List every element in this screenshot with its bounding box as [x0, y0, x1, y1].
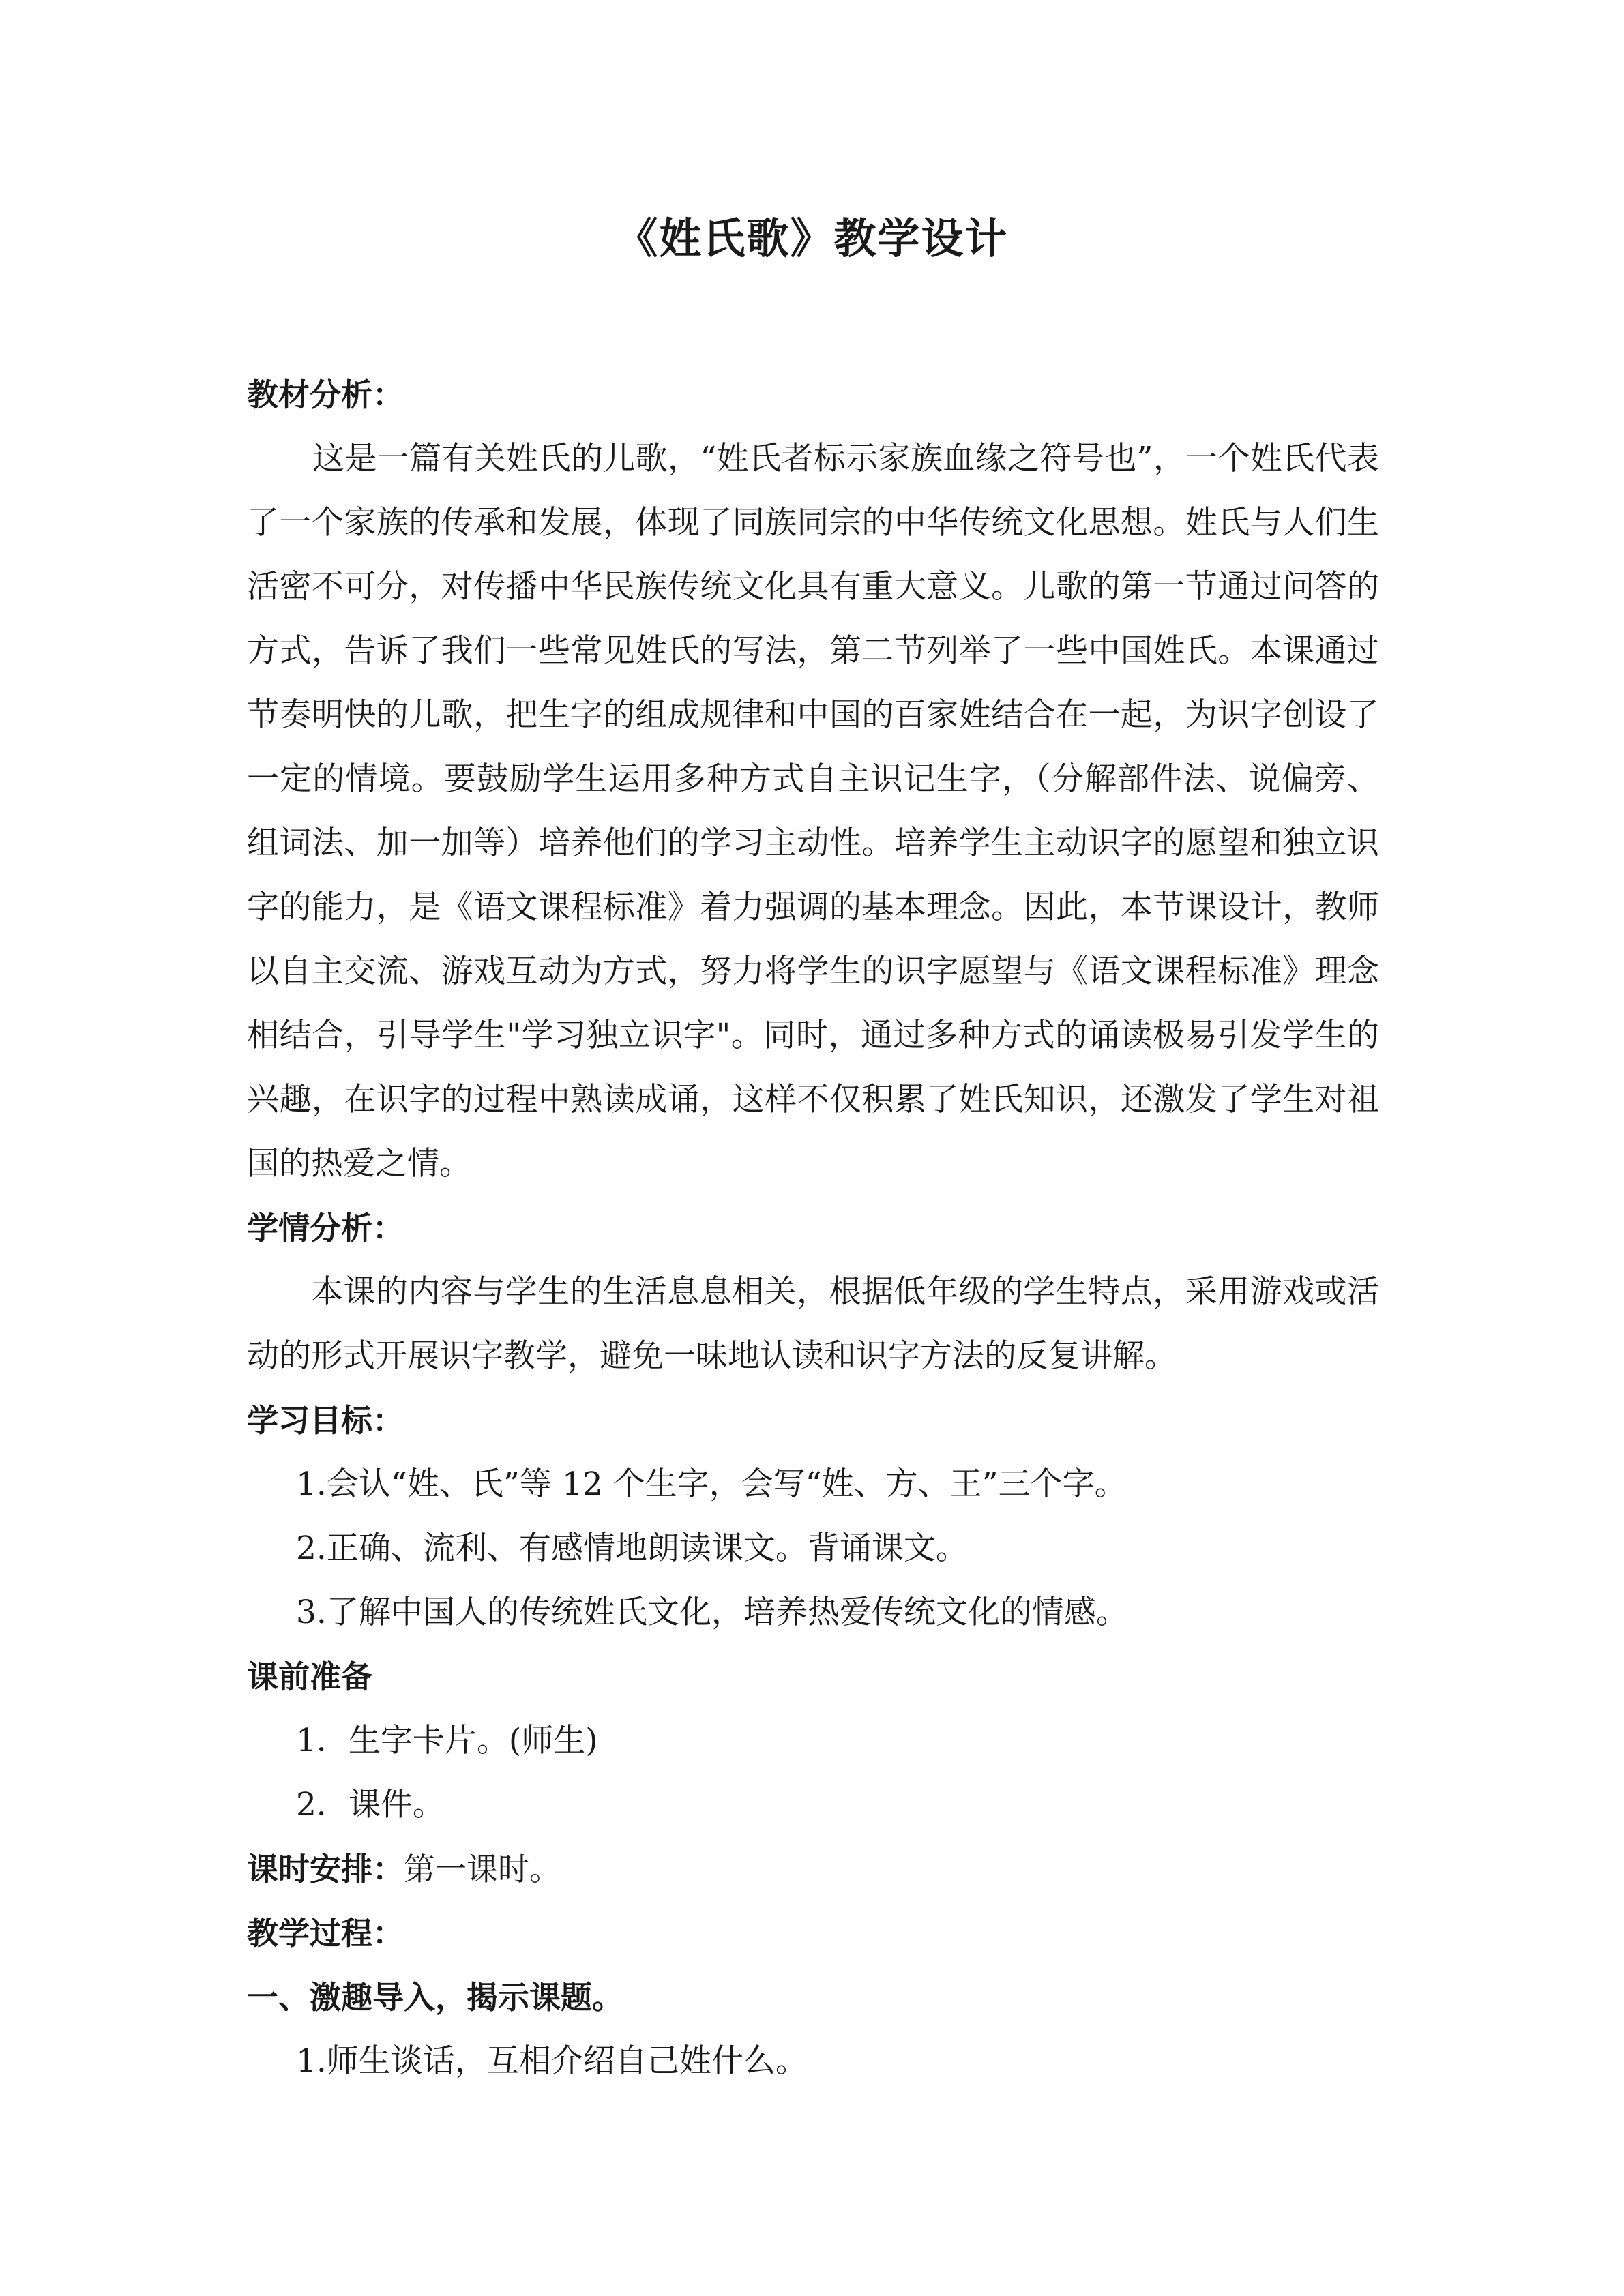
goal-item-1: 1.会认“姓、氏”等 12 个生字，会写“姓、方、王”三个字。	[296, 1465, 1127, 1503]
section-heading-process: 教学过程：	[247, 1915, 404, 1952]
schedule-value: 第一课时。	[404, 1851, 561, 1888]
section-heading-preparation: 课前准备	[247, 1658, 372, 1695]
paragraph-textbook-analysis: 这是一篇有关姓氏的儿歌，“姓氏者标示家族血缘之符号也”，一个姓氏代表了一个家族的传承和发展，体现了同族同宗的中华传统文化思想。姓氏与人们生活密不可分，对传播中华民族传统文化具有重大意义。儿歌的第一节通过问答的方式，告诉了我们一些常见姓氏的写法，第二节列举了一些中国姓氏。本课通过节奏明快的儿歌，把生字的组成规律和中国的百家姓结合在一起，为识字创设了一定的情境。要鼓励学生运用多种方式自主识记生字，（分解部件法、说偏旁、组词法、加一加等）培养他们的学习主动性。培养学生主动识字的愿望和独立识字的能力，是《语文课程标准》着力强调的基本理念。因此，本节课设计，教师以自主交流、游戏互动为方式，努力将学生的识字愿望与《语文课程标准》理念相结合，引导学生"学习独立识字"。同时，通过多种方式的诵读极易引发学生的兴趣，在识字的过程中熟读成诵，这样不仅积累了姓氏知识，还激发了学生对祖国的热爱之情。	[247, 440, 1379, 1182]
goal-item-2: 2.正确、流利、有感情地朗读课文。背诵课文。	[296, 1530, 968, 1567]
preparation-item-2: 2．课件。	[296, 1786, 445, 1823]
section-heading-learning-goals: 学习目标：	[247, 1402, 404, 1439]
section-heading-learner-analysis: 学情分析：	[247, 1210, 404, 1247]
schedule-label: 课时安排：	[247, 1851, 404, 1888]
document-title: 《姓氏歌》教学设计	[615, 213, 1009, 263]
section-heading-textbook-analysis: 教材分析：	[247, 376, 404, 413]
process-step-one-heading: 一、激趣导入，揭示课题。	[247, 1979, 623, 2016]
goal-item-3: 3.了解中国人的传统姓氏文化，培养热爱传统文化的情感。	[296, 1594, 1128, 1631]
paragraph-learner-analysis: 本课的内容与学生的生活息息相关，根据低年级的学生特点，采用游戏或活动的形式开展识字教学，避免一味地认读和识字方法的反复讲解。	[247, 1273, 1379, 1375]
preparation-item-1: 1．生字卡片。(师生)	[296, 1722, 598, 1759]
document-body	[247, 363, 1379, 2093]
process-item-1: 1.师生谈话，互相介绍自己姓什么。	[296, 2042, 808, 2080]
schedule-line	[247, 1837, 1379, 1901]
